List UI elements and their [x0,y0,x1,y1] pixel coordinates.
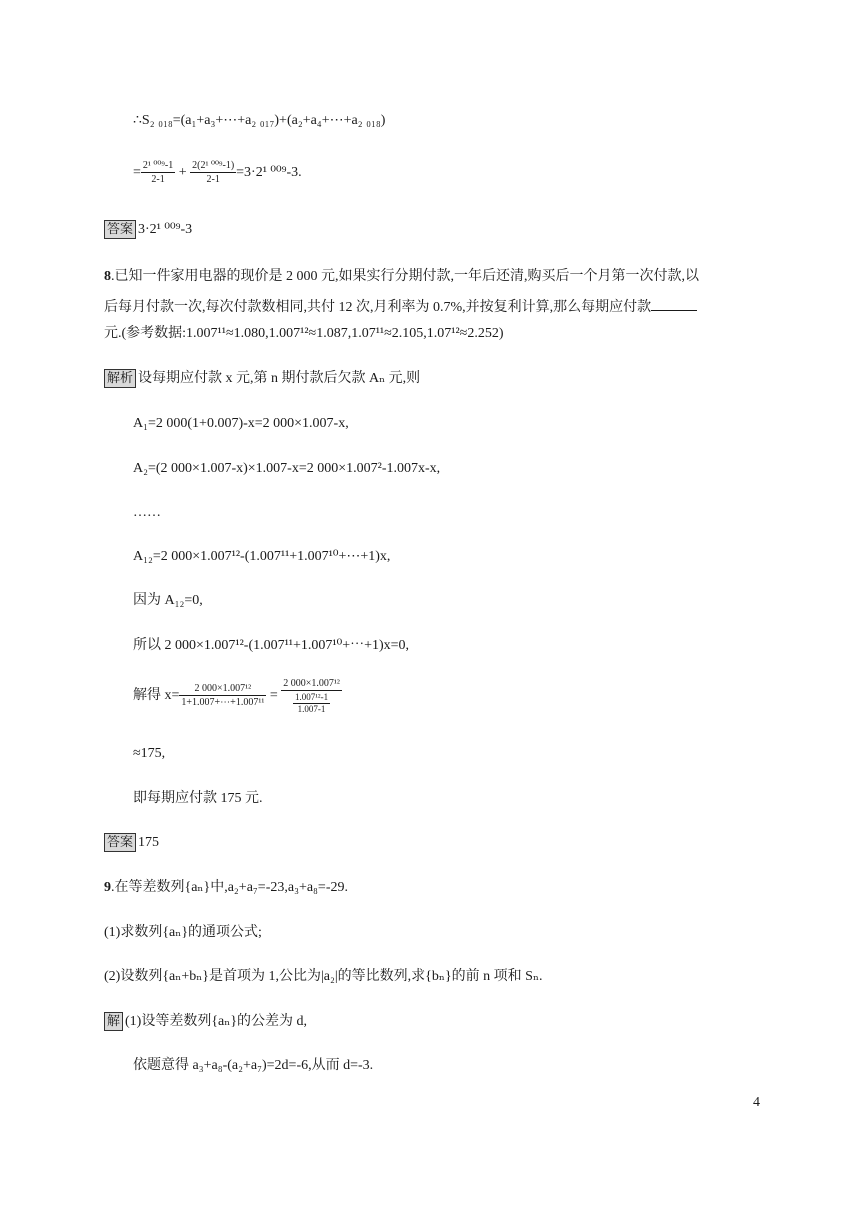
q8-step-a12: A₁₂=2 000×1.007¹²-(1.007¹¹+1.007¹⁰+⋯+1)x, [133,549,391,564]
q8-step-conclusion: 即每期应付款 175 元. [133,791,263,806]
q8-stem-line-3: 元.(参考数据:1.007¹¹≈1.080,1.007¹²≈1.087,1.07¹¹≈2.105,1.07¹²≈2.252) [104,326,504,341]
q9-solution-step: 依题意得 a₃+a₈-(a₂+a₇)=2d=-6,从而 d=-3. [133,1058,374,1073]
q8-step-ellipsis: …… [133,505,161,520]
q8-step-so: 所以 2 000×1.007¹²-(1.007¹¹+1.007¹⁰+⋯+1)x=0, [133,638,410,653]
q8-answer: 175 [138,835,160,850]
q9-part-2: (2)设数列{aₙ+bₙ}是首项为 1,公比为|a₂|的等比数列,求{bₙ}的前 n 项和 Sₙ. [104,969,543,984]
q7-fraction-2: $\frac{\text{2(2¹ ⁰⁰⁹-1)}}{2-1}$ [192,160,235,186]
q7-answer: 3·2¹ ⁰⁰⁹-3 [138,222,193,237]
answer-blank [651,296,697,311]
q9-solution-intro: 解 (1)设等差数列{aₙ}的公差为 d, [104,1012,307,1032]
q8-step-a1: A₁=2 000(1+0.007)-x=2 000×1.007-x, [133,416,349,431]
analysis-tag: 解析 [104,369,136,388]
q8-step-a2: A₂=(2 000×1.007-x)×1.007-x=2 000×1.007²-1.007x-x, [133,461,441,476]
question-number: 8 [104,269,111,284]
q7-answer-line [104,220,192,240]
q7-sum-line: ∴S₂ ₀₁₈=(a₁+a₃+⋯+a₂ ₀₁₇)+(a₂+a₄+⋯+a₂ ₀₁₈) [133,113,386,128]
q8-fraction-1: $\frac{\text{2 000×1.007¹²}}{\text{1+1.007+⋯+1.007¹¹}}$ [181,683,265,709]
page-number: 4 [753,1095,760,1110]
q8-step-because: 因为 A₁₂=0, [133,593,203,608]
q8-stem-line-1: 8.已知一件家用电器的现价是 2 000 元,如果实行分期付款,一年后还清,购买后一个月第一次付款,以 [104,269,699,284]
q8-step-solve: 解得 x= $\frac{\text{2 000×1.007¹²}}{\text{1+1.007+⋯+1.007¹¹}}$ = $\frac{\text{2 000×1.007¹²}}{\frac{\text{1.007¹²-1}}{1.007-1}}$ [133,677,340,714]
q8-fraction-inner: $\frac{\text{1.007¹²-1}}{1.007-1}$ [294,691,329,714]
q8-answer-line [104,833,159,853]
q9-part-1: (1)求数列{aₙ}的通项公式; [104,925,262,940]
q7-fraction-1: $\frac{\text{2¹ ⁰⁰⁹-1}}{2-1}$ [142,160,174,186]
q8-step-approx: ≈175, [133,746,166,761]
answer-tag: 答案 [104,220,136,239]
q9-stem: 9.在等差数列{aₙ}中,a₂+a₇=-23,a₃+a₈=-29. [104,880,348,895]
question-number: 9 [104,880,111,895]
solution-tag: 解 [104,1012,123,1031]
q8-stem-line-2: 后每月付款一次,每次付款数相同,共付 12 次,月利率为 0.7%,并按复利计算,那么每期应付款 [104,296,697,318]
q8-analysis-intro: 解析 设每期应付款 x 元,第 n 期付款后欠款 Aₙ 元,则 [104,369,420,389]
answer-tag: 答案 [104,833,136,852]
q8-fraction-2: $\frac{\text{2 000×1.007¹²}}{\frac{\text{1.007¹²-1}}{1.007-1}}$ [283,677,340,714]
q7-fraction-line: = $\frac{\text{2¹ ⁰⁰⁹-1}}{2-1}$ + $\frac{\text{2(2¹ ⁰⁰⁹-1)}}{2-1}$ =3·2¹ ⁰⁰⁹-3. [133,160,302,186]
